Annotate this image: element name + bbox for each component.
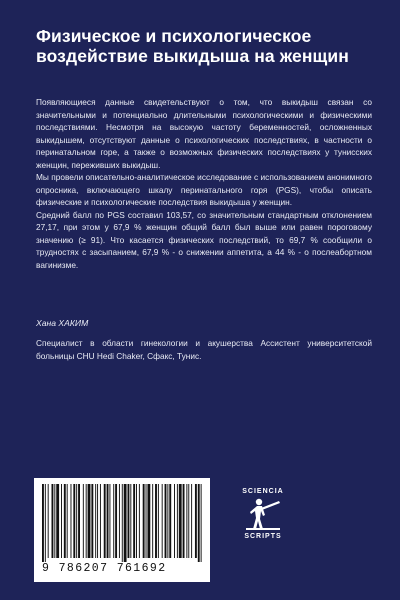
scientist-figure-icon xyxy=(243,497,283,531)
publisher-logo-top-text: SCIENCIA xyxy=(242,488,284,495)
barcode-bar xyxy=(76,484,77,558)
barcode-bar xyxy=(124,484,127,562)
barcode-bar xyxy=(165,484,167,558)
barcode-bar xyxy=(67,484,68,558)
publisher-logo xyxy=(232,488,294,548)
barcode-bar xyxy=(100,484,101,558)
barcode-bar xyxy=(143,484,145,558)
barcode-bar xyxy=(183,484,185,558)
barcode-bar xyxy=(73,484,75,558)
barcode-bar xyxy=(133,484,135,558)
barcode-bar xyxy=(155,484,157,558)
barcode-bar xyxy=(119,484,120,558)
barcode-bar xyxy=(169,484,171,558)
abstract-paragraph: Мы провели описательно-аналитическое исследование с использованием анонимного опросника, включающего шкалу перинатального горя (PGS), чтобы описать физические и психологические последствия выкидыша у женщин. xyxy=(36,172,372,207)
barcode-bar xyxy=(136,484,137,558)
barcode-bar xyxy=(177,484,178,558)
barcode-bar xyxy=(88,484,91,558)
barcode-bar xyxy=(195,484,197,558)
barcode-bar xyxy=(122,484,123,562)
barcode-bar xyxy=(162,484,163,558)
barcode-bar xyxy=(91,484,93,558)
abstract xyxy=(36,96,372,271)
barcode-bar xyxy=(86,484,87,558)
barcode-bar xyxy=(56,484,59,558)
barcode-bar xyxy=(128,484,130,558)
barcode-bar xyxy=(42,484,44,562)
barcode-bar xyxy=(64,484,66,558)
barcode xyxy=(34,478,210,582)
barcode-bar xyxy=(113,484,114,558)
barcode-bar xyxy=(71,484,72,558)
barcode-bar xyxy=(201,484,202,562)
barcode-bar xyxy=(52,484,54,558)
barcode-bar xyxy=(61,484,62,558)
barcode-bar xyxy=(152,484,153,558)
barcode-bar xyxy=(130,484,131,558)
barcode-bar xyxy=(95,484,96,558)
abstract-paragraph: Появляющиеся данные свидетельствуют о том, что выкидыш связан со значительными и потенциально длительными психологическими и физическими последствиями. Несмотря на высокую частоту беременностей, осложненных выкидышем, отсутствуют данные о психологических последствиях, в частности о перинатальном горе, а также о возможных физических последствиях у тунисских женщин, переживших выкидыш. xyxy=(36,97,372,170)
barcode-bar xyxy=(109,484,110,558)
barcode-bar xyxy=(174,484,175,558)
barcode-bars xyxy=(42,484,202,562)
barcode-bar xyxy=(146,484,147,558)
barcode-bar xyxy=(97,484,98,558)
abstract-paragraph: Средний балл по PGS составил 103,57, со значительным стандартным отклонением 27,17, при этом у 67,9 % женщин общий балл был выше или равен пороговому значению (≥ 91). Что касается физических последствий, то 69,7 % сообщили о трудностях с засыпанием, 67,9 % - о снижении аппетита, а 44 % - о послеабортном вагинизме. xyxy=(36,209,372,270)
barcode-bar xyxy=(198,484,200,562)
barcode-bar xyxy=(115,484,117,558)
author-bio: Специалист в области гинекологии и акушерства Ассистент университетской больницы CHU Hedi Chaker, Сфакс, Тунис. xyxy=(36,338,372,361)
barcode-bar xyxy=(188,484,189,558)
barcode-bar xyxy=(179,484,182,558)
barcode-bar xyxy=(158,484,159,558)
barcode-bar xyxy=(167,484,168,558)
barcode-bar xyxy=(186,484,187,558)
barcode-bar xyxy=(54,484,55,558)
book-title: Физическое и психологическое воздействие выкидыша на женщин xyxy=(36,26,349,66)
barcode-bar xyxy=(78,484,80,558)
publisher-logo-bottom-text: SCRIPTS xyxy=(244,533,282,540)
barcode-bar xyxy=(104,484,106,558)
barcode-bar xyxy=(191,484,192,558)
author-name: Хана ХАКИМ xyxy=(36,318,89,328)
barcode-bar xyxy=(139,484,140,558)
barcode-bar xyxy=(83,484,84,558)
barcode-digits: 9 786207 761692 xyxy=(42,562,167,575)
barcode-bar xyxy=(48,484,49,558)
barcode-bar xyxy=(107,484,109,558)
barcode-bar xyxy=(45,484,46,562)
barcode-bar xyxy=(147,484,150,558)
